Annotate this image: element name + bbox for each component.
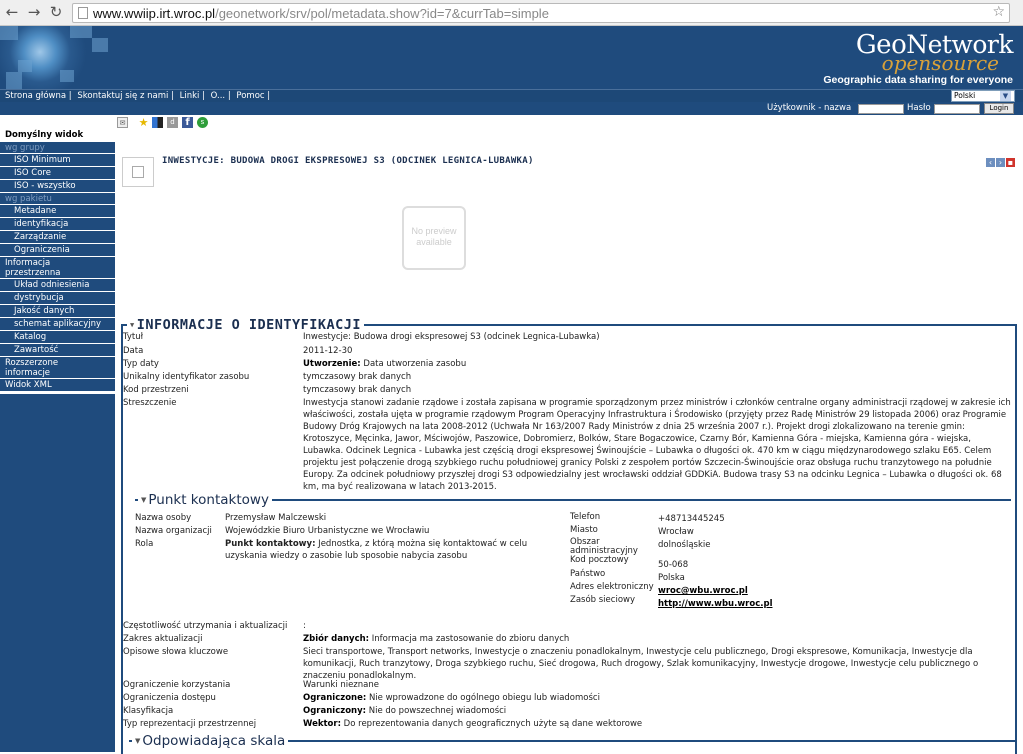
sidebar-item-distribution[interactable]: dystrybucja [0,292,115,305]
menu-links[interactable]: Linki | [179,91,205,101]
sidebar-item-content[interactable]: Zawartość [0,344,115,357]
record-thumbnail[interactable] [122,157,154,187]
record-actions [985,158,1015,168]
pdf-icon[interactable]: ▪ [1007,158,1014,167]
sidebar-group-header: wg grupy [0,142,115,154]
metadata-content [117,130,1023,752]
edit-icon[interactable]: ‹ [986,158,995,167]
sidebar-item-iso-core[interactable]: ISO Core [0,167,115,180]
sidebar-item-iso-all[interactable]: ISO - wszystko [0,180,115,193]
sidebar-item-iso-minimum[interactable]: ISO Minimum [0,154,115,167]
language-select[interactable]: Polski ▼ [951,90,1015,102]
password-input[interactable] [934,104,980,114]
sidebar [0,115,115,752]
sidebar-item-constraints[interactable]: Ograniczenia [0,244,115,257]
menu-home[interactable]: Strona główna | [5,91,72,101]
identification-section: ▼ INFORMACJE O IDENTYFIKACJI Tytuł Inwestycje: Budowa drogi ekspresowej S3 (odcinek Legnica-Lubawka) Data 2011-12-30 Typ daty Utworzenie: Data utworzenia zasobu Unikalny identyfikator zasobu tymczasowy brak danych Kod przestrzeni tymczasowy brak danych Streszczenie Inwestycja stanowi zadanie rządowe i została zapisana w programie sporządzonym przez ministrów i członków centralne organy administracji rządowej w zakresie ich właściwości, została ujęta w programie rządowym Program Operacyjny Infrastruktura i Środowisko (przyjęty przez Radę Ministrów 29 listopada 2006) oraz Programie Budowy Dróg Krajowych na lata 2008-2012 (Uchwała Nr 163/2007 Rady Ministrów z dnia 25 września 2007 r.). Projekt drogi zlokalizowano na terenie gmin: Krotoszyce, Męcinka, Jawor, Mściwojów, Paszowice, Dobromierz, Bolków, Stare Bogaczowice, Czarny Bór, Kamienna Góra - miejska, Kamienna góra - wiejska, Lubawka. Odcinek Legnica - Lubawka jest częścią drogi ekspresowej Świnoujście – Lubawka o długości ok. 470 km w ciągu międzynarodowego szlaku E65. Celem projektu jest połączenie drogą szybkiego ruchu południowej granicy Polski z zespołem portów Szczecin-Świnoujście oraz obsługa ruchu tranzytowego na południe Europy. Za odcinek południowy przyszłej drogi S3 odpowiedzialny jest wrocławski oddział GDDKiA. Budowa trasy S3 na odcinku Legnica – Lubawka o długości ok. 68 km, ma być realizowana w latach 2013-2015. ▼ Punkt kontaktowy Nazwa osoby Przemysław Malczewski Nazwa organizacji Wojewódzkie Biuro Urbanistyczne we Wrocławiu Rola Punkt kontaktowy: Jednostka, z którą można się kontaktować w celu uzyskania wiedzy o zasobie lub sposobie nabycia zasobu Telefon +48713445245 Miasto Wrocław Obszar administracyjny dolnośląskie Kod pocztowy 50-068 Państwo Polska Adres elektroniczny wroc@wbu.wroc.pl Zasób sieciowy http://www.wbu.wroc.pl Częstotliwość utrzymania i aktualizacji : Zakres aktualizacji Zbiór danych: Informacja ma zastosowanie do zbioru danych Opisowe słowa kluczowe Sieci transportowe, Transport networks, Inwestycje o znaczeniu ponadlokalnym, Inwestycje celu publicznego, Drogi ekspresowe, Komunikacja, Inwestycje dla komunikacji, Ruch tranzytowy, Droga szybkiego ruchu, Sieć drogowa, Ruch drogowy, Szlak komunikacyjny, Inwestycje drogowe, Inwestycje celu publicznego o znaczeniu ponadlokalnym. Ograniczenie korzystania Warunki nieznane Ograniczenia dostępu Ograniczone: Nie wprowadzone do ogólnego obiegu lub wiadomości Klasyfikacja Ograniczony: Nie do powszechnej wiadomości Typ reprezentacji przestrzennej Wektor: Do reprezentowania danych geograficznych użyte są dane wektorowe ▼ Odpowiadająca skala [121,324,1017,754]
username-input[interactable] [858,104,904,114]
login-button[interactable]: Login [984,103,1014,114]
site-banner [0,26,1023,89]
bookmark-star-icon[interactable]: ☆ [992,4,1005,20]
stumbleupon-icon[interactable]: s [197,117,208,128]
sidebar-item-catalog[interactable]: Katalog [0,331,115,344]
sidebar-item-xml-view[interactable]: Widok XML [0,379,115,392]
sidebar-item-data-quality[interactable]: Jakość danych [0,305,115,318]
menu-help[interactable]: Pomoc | [236,91,271,101]
sidebar-item-extended-info[interactable]: Rozszerzone informacje [0,357,115,379]
mail-icon[interactable]: ✉ [117,117,128,128]
url-text[interactable]: www.wwiip.irt.wroc.pl/geonetwork/srv/pol/metadata.show?id=7&currTab=simple [93,6,549,21]
back-arrow-icon[interactable]: ← [5,3,19,21]
username-label: Użytkownik - nazwa [767,103,852,113]
digg-icon[interactable]: d [167,117,178,128]
sidebar-item-spatial-info[interactable]: Informacja przestrzenna [0,257,115,279]
sidebar-item-metadata[interactable]: Metadane [0,205,115,218]
sidebar-item-management[interactable]: Zarządzanie [0,231,115,244]
menu-about[interactable]: O... | [210,91,231,101]
collapse-triangle-icon: ▼ [135,737,141,745]
facebook-icon[interactable]: f [182,117,193,128]
page-icon [78,7,88,19]
record-title: INWESTYCJE: BUDOWA DROGI EKSPRESOWEJ S3 (ODCINEK LEGNICA-LUBAWKA) [162,156,534,166]
sidebar-package-header: wg pakietu [0,193,115,205]
reload-icon[interactable]: ↻ [49,3,63,21]
menu-contact[interactable]: Skontaktuj się z nami | [77,91,174,101]
sidebar-item-identification[interactable]: identyfikacja [0,218,115,231]
scale-section [129,733,1017,749]
top-menu [0,89,1023,102]
password-label: Hasło [907,103,931,113]
email-link[interactable]: wroc@wbu.wroc.pl [658,586,748,596]
export-icon[interactable]: › [996,158,1005,167]
collapse-triangle-icon: ▼ [141,496,147,504]
contact-section-title[interactable]: ▼ Punkt kontaktowy [138,492,272,508]
geonetwork-logo: GeoNetwork opensource Geographic data sharing for everyone [823,30,1013,86]
browser-toolbar [0,0,1023,26]
sidebar-default-view[interactable]: Domyślny widok [5,130,84,140]
globe-logo [0,26,125,89]
no-preview-placeholder: No preview available [402,206,466,270]
sidebar-item-reference-system[interactable]: Układ odniesienia [0,279,115,292]
chevron-down-icon: ▼ [1000,91,1011,101]
bookmark-icon[interactable]: ★ [138,116,149,129]
tagline: Geographic data sharing for everyone [823,74,1013,86]
identification-section-title[interactable]: ▼ INFORMACJE O IDENTYFIKACJI [127,317,364,333]
forward-arrow-icon[interactable]: → [27,3,41,21]
address-bar[interactable] [72,3,1010,23]
login-bar [0,102,1023,115]
sidebar-item-app-schema[interactable]: schemat aplikacyjny [0,318,115,331]
website-link[interactable]: http://www.wbu.wroc.pl [658,599,773,609]
scale-section-title[interactable]: ▼ Odpowiadająca skala [132,733,288,749]
delicious-icon[interactable] [152,117,163,128]
contact-section: ▼ Punkt kontaktowy Nazwa osoby Przemysław Malczewski Nazwa organizacji Wojewódzkie Biuro Urbanistyczne we Wrocławiu Rola Punkt kontaktowy: Jednostka, z którą można się kontaktować w celu uzyskania wiedzy o zasobie lub sposobie nabycia zasobu Telefon +48713445245 Miasto Wrocław Obszar administracyjny dolnośląskie Kod pocztowy 50-068 Państwo Polska Adres elektroniczny wroc@wbu.wroc.pl Zasób sieciowy http://www.wbu.wroc.pl [135,499,1011,607]
collapse-triangle-icon: ▼ [130,321,135,329]
